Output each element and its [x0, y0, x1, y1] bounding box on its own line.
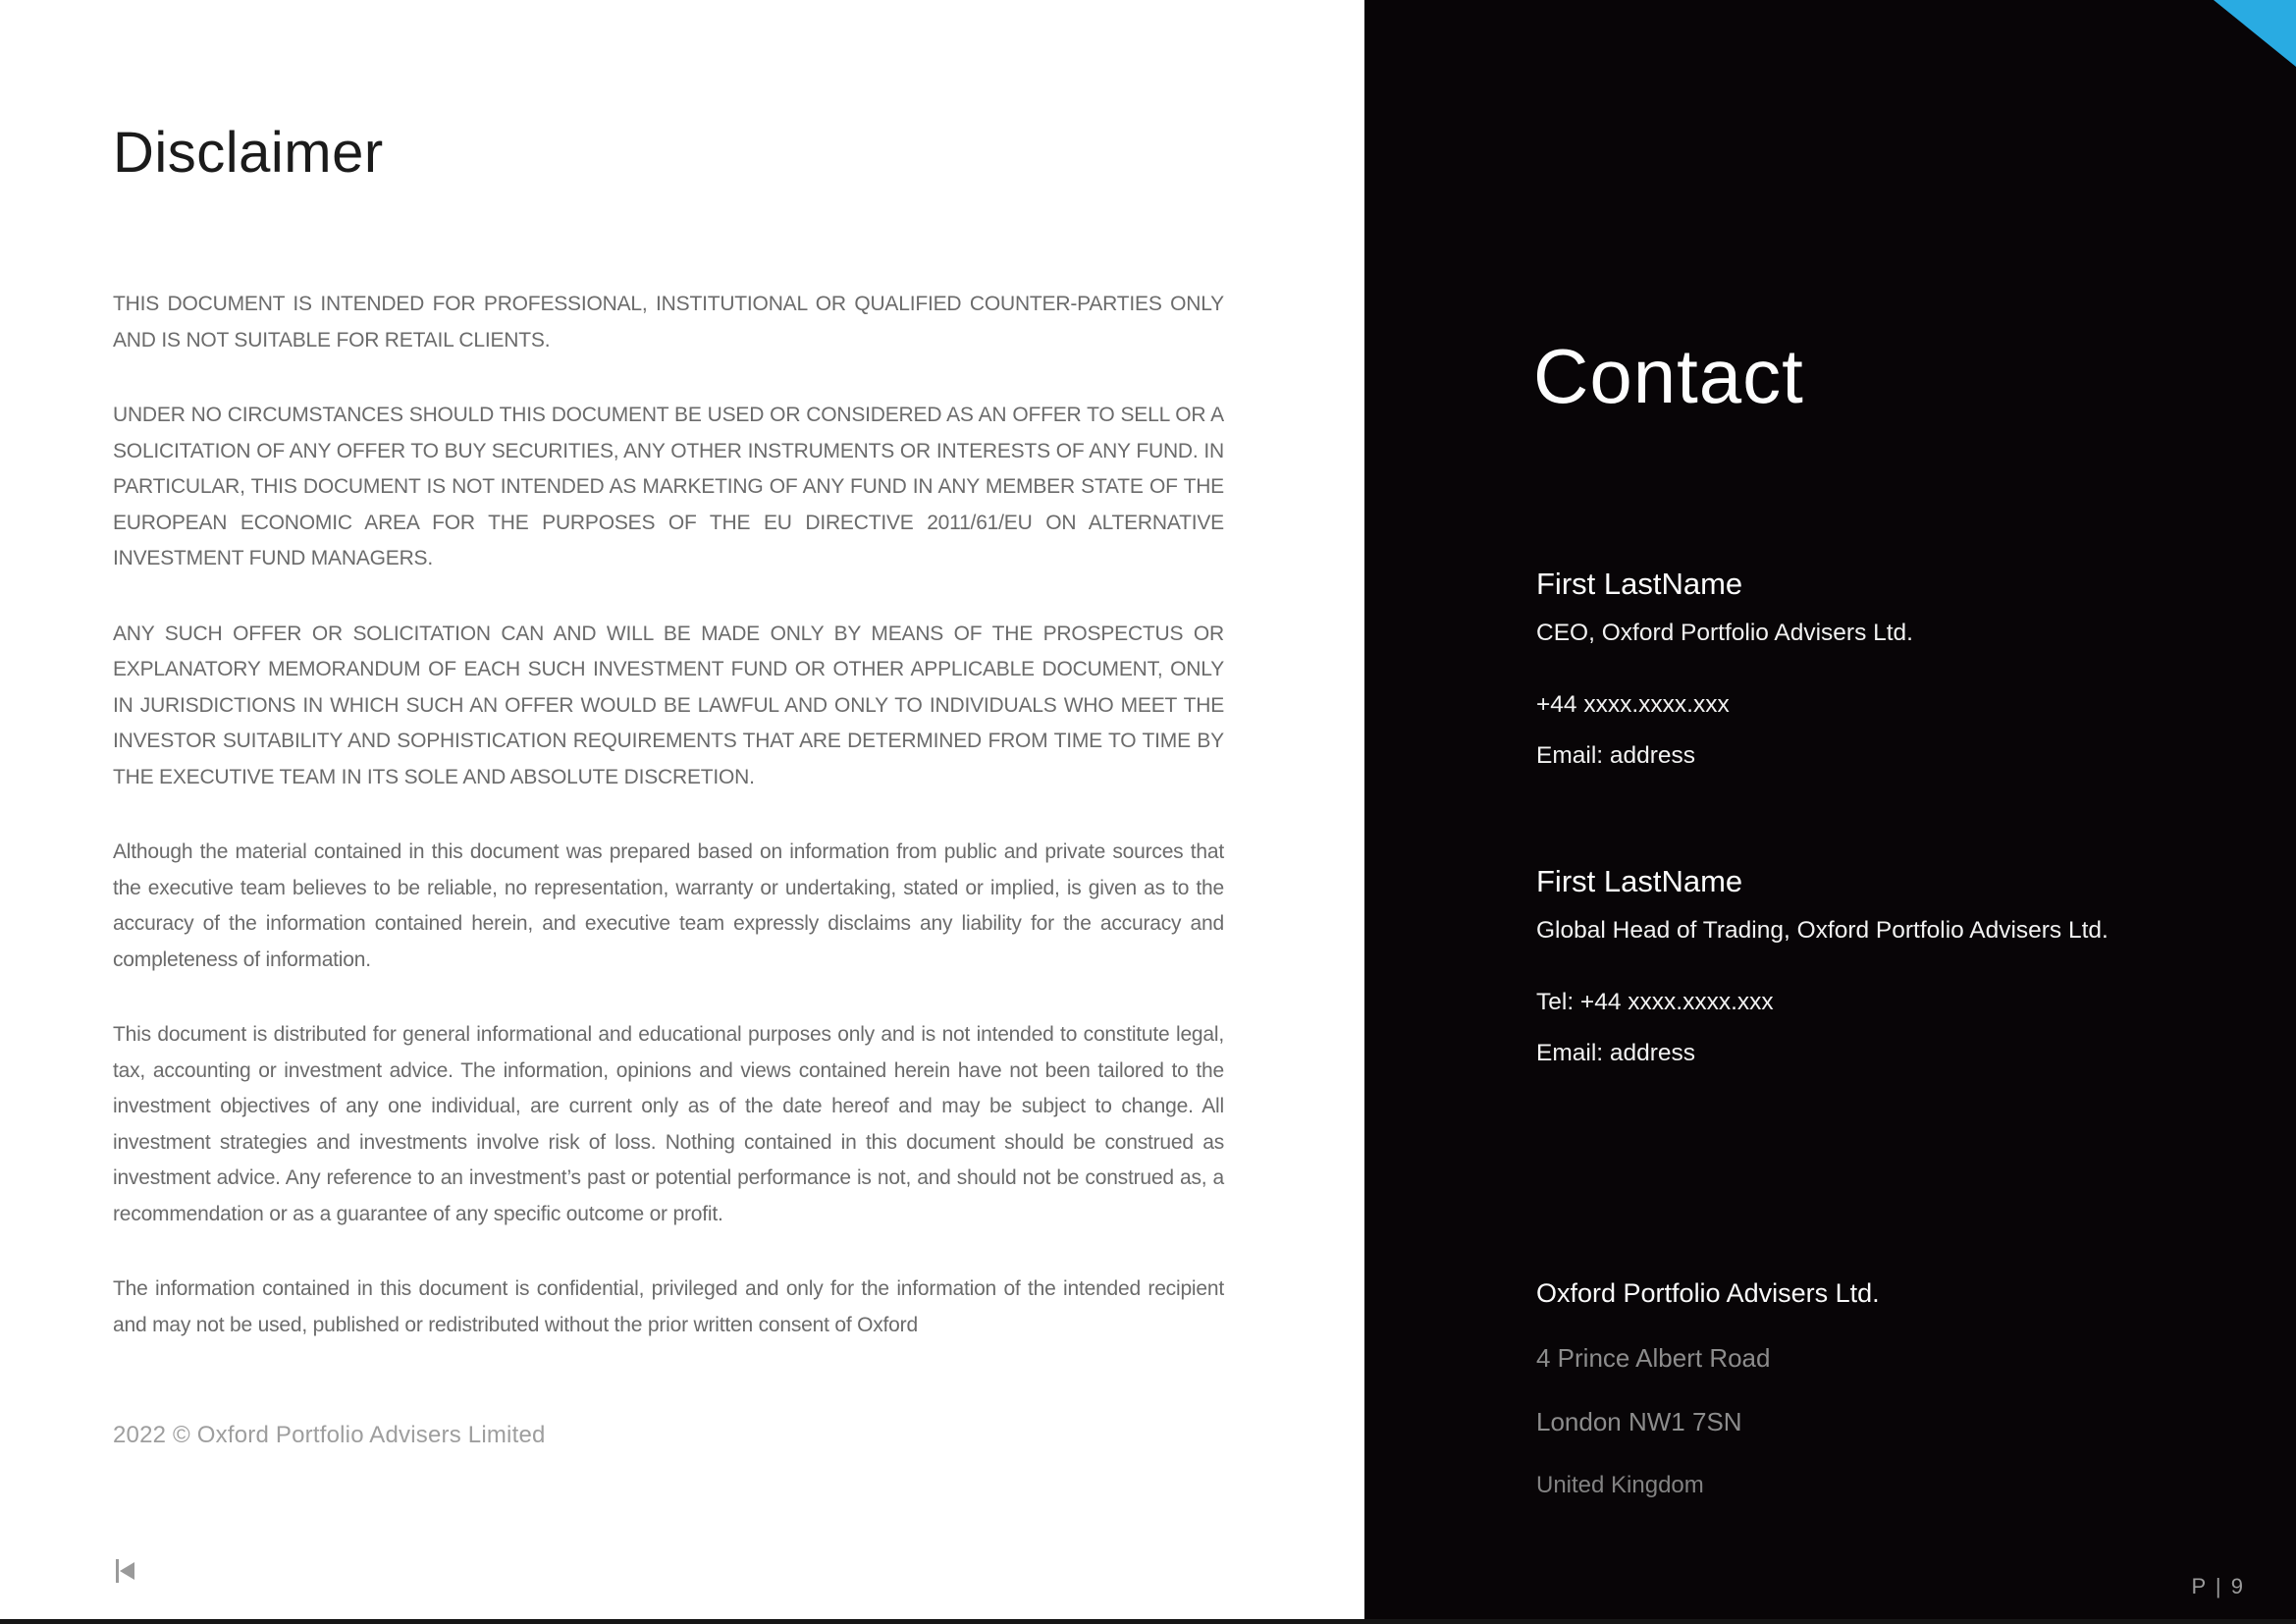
- disclaimer-paragraph: Although the material contained in this document was prepared based on information from public and private sources that the executive team believes to be reliable, no representation, warranty or undertaking, stated or implied, is given as to the accuracy of the information contained herein, and executive team expressly disclaims any liability for the accuracy and completeness of information.: [113, 840, 1224, 971]
- company-address-block: [1536, 1276, 2243, 1501]
- contact-card: [1536, 566, 2243, 771]
- contact-phone: Tel: +44 xxxx.xxxx.xxx: [1536, 989, 1774, 1015]
- skip-previous-icon[interactable]: [116, 1559, 137, 1583]
- contact-panel: [1364, 0, 2296, 1624]
- corner-accent-triangle-icon: [2214, 0, 2296, 67]
- address-street: 4 Prince Albert Road: [1536, 1343, 1771, 1373]
- bottom-edge-strip: [0, 1619, 2296, 1624]
- skip-previous-triangle: [120, 1562, 134, 1580]
- contact-phone: +44 xxxx.xxxx.xxx: [1536, 691, 1730, 718]
- disclaimer-paragraph: The information contained in this document is confidential, privileged and only for the information of the intended recipient and may not be used, published or redistributed without the prior written consent of Oxford: [113, 1277, 1224, 1336]
- contact-name: First LastName: [1536, 864, 1743, 898]
- skip-previous-bar: [116, 1559, 119, 1583]
- disclaimer-paragraph: UNDER NO CIRCUMSTANCES SHOULD THIS DOCUMENT BE USED OR CONSIDERED AS AN OFFER TO SELL OR A SOLICITATION OF ANY OFFER TO BUY SECURITIES, ANY OTHER INSTRUMENTS OR INTERESTS OF ANY FUND. IN PARTICULAR, THIS DOCUMENT IS NOT INTENDED AS MARKETING OF ANY FUND IN ANY MEMBER STATE OF THE EUROPEAN ECONOMIC AREA FOR THE PURPOSES OF THE EU DIRECTIVE 2011/61/EU ON ALTERNATIVE INVESTMENT FUND MANAGERS.: [113, 404, 1224, 569]
- page-number: P | 9: [2191, 1574, 2245, 1598]
- contact-title: Contact: [1533, 333, 1804, 419]
- address-country: United Kingdom: [1536, 1472, 1704, 1498]
- contact-card: [1536, 863, 2243, 1068]
- disclaimer-paragraph: ANY SUCH OFFER OR SOLICITATION CAN AND WILL BE MADE ONLY BY MEANS OF THE PROSPECTUS OR EXPLANATORY MEMORANDUM OF EACH SUCH INVESTMENT FUND OR OTHER APPLICABLE DOCUMENT, ONLY IN JURISDICTIONS IN WHICH SUCH AN OFFER WOULD BE LAWFUL AND ONLY TO INDIVIDUALS WHO MEET THE INVESTOR SUITABILITY AND SOPHISTICATION REQUIREMENTS THAT ARE DETERMINED FROM TIME TO TIME BY THE EXECUTIVE TEAM IN ITS SOLE AND ABSOLUTE DISCRETION.: [113, 622, 1224, 788]
- contact-role: Global Head of Trading, Oxford Portfolio Advisers Ltd.: [1536, 917, 2109, 944]
- address-city: London NW1 7SN: [1536, 1407, 1742, 1436]
- contact-name: First LastName: [1536, 567, 1743, 601]
- contact-email: Email: address: [1536, 1040, 1696, 1066]
- page-title: Disclaimer: [113, 121, 384, 185]
- disclaimer-paragraph: THIS DOCUMENT IS INTENDED FOR PROFESSIONAL, INSTITUTIONAL OR QUALIFIED COUNTER-PARTIES ONLY AND IS NOT SUITABLE FOR RETAIL CLIENTS.: [113, 293, 1224, 352]
- contact-role: CEO, Oxford Portfolio Advisers Ltd.: [1536, 620, 1913, 646]
- disclaimer-paragraph: This document is distributed for general informational and educational purposes only and is not intended to constitute legal, tax, accounting or investment advice. The information, opinions and views contained herein have not been tailored to the investment objectives of any one individual, are current only as of the date hereof and may be subject to change. All investment strategies and investments involve risk of loss. Nothing contained in this document should be construed as investment advice. Any reference to an investment’s past or potential performance is not, and should not be construed as, a recommendation or as a guarantee of any specific outcome or profit.: [113, 1023, 1224, 1225]
- company-name: Oxford Portfolio Advisers Ltd.: [1536, 1278, 1880, 1308]
- contact-email: Email: address: [1536, 742, 1696, 769]
- disclaimer-body: [113, 287, 1224, 1382]
- copyright-line: 2022 © Oxford Portfolio Advisers Limited: [113, 1422, 546, 1448]
